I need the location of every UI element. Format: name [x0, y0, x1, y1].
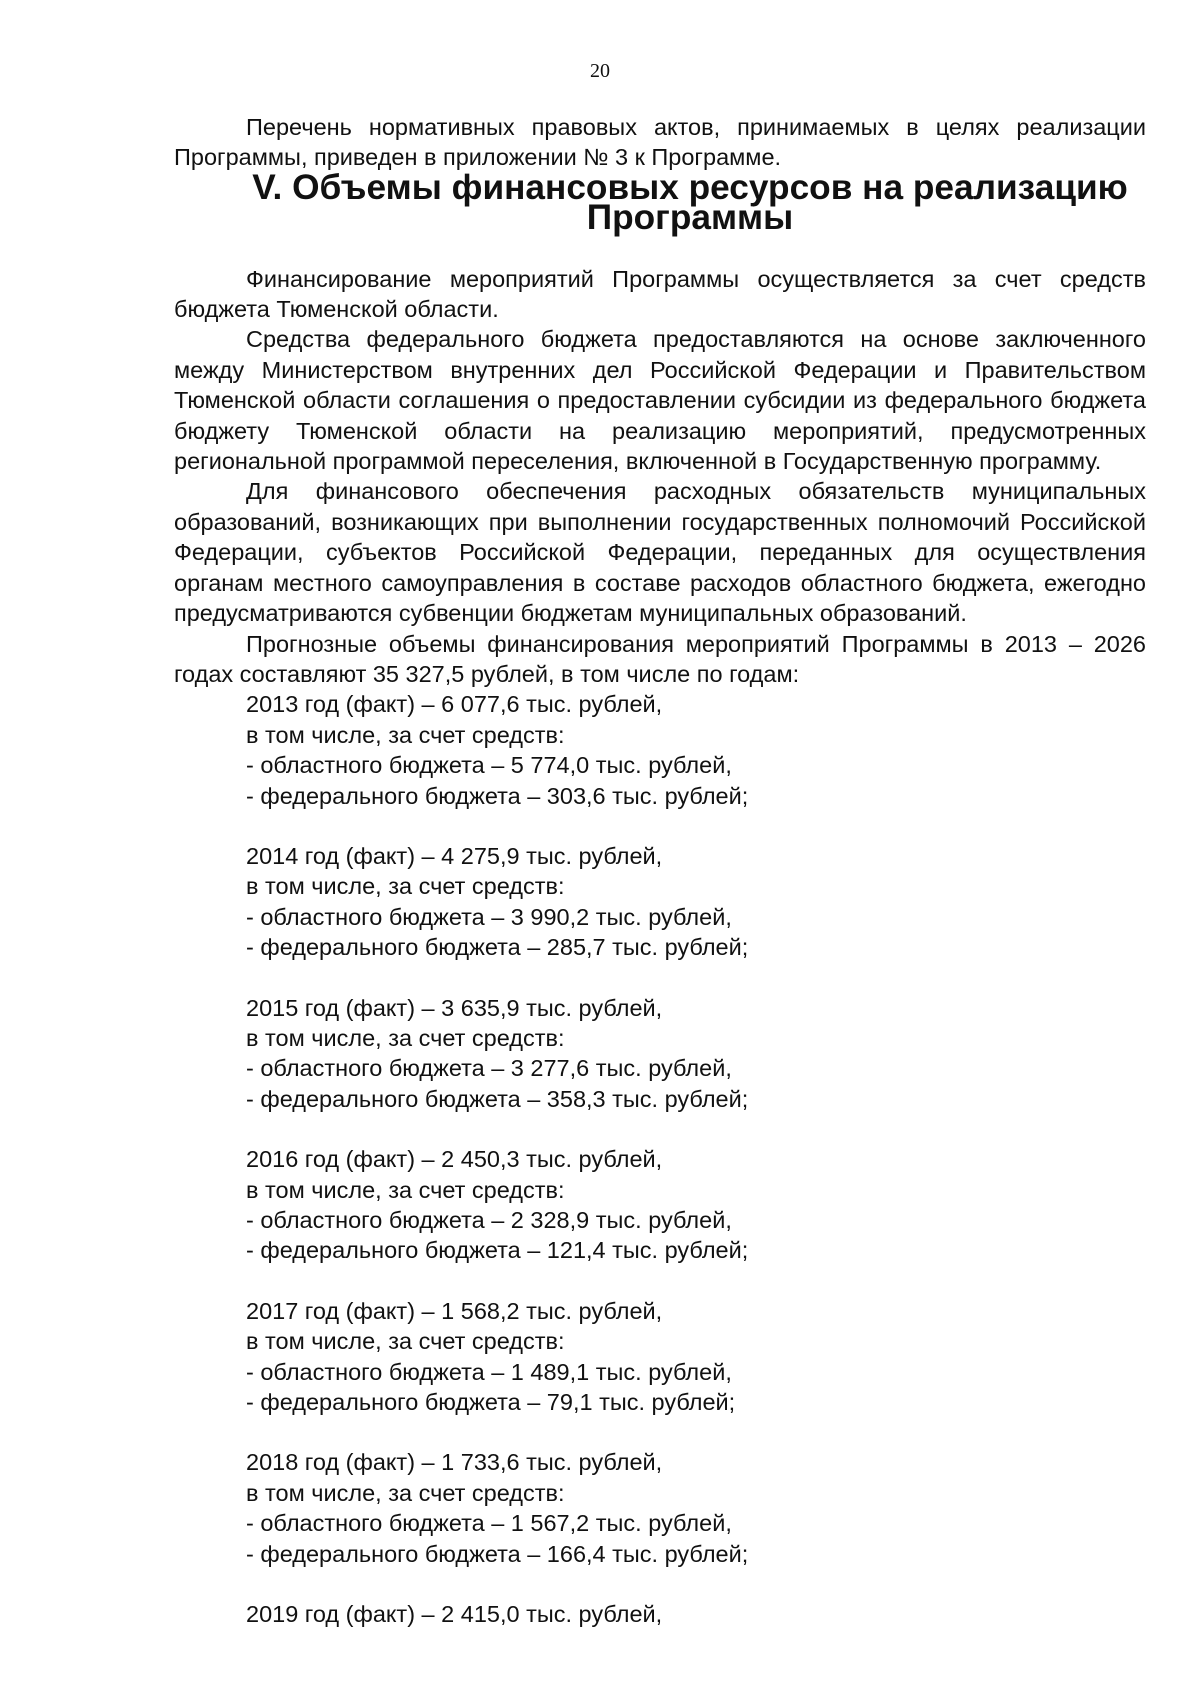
year-regional-budget: - областного бюджета – 5 774,0 тыс. рублей,: [246, 752, 732, 779]
year-including: в том числе, за счет средств:: [246, 721, 565, 748]
year-total: 2014 год (факт) – 4 275,9 тыс. рублей,: [246, 842, 663, 869]
year-federal-budget: - федерального бюджета – 79,1 тыс. рублей;: [246, 1389, 736, 1416]
year-block-2018: [246, 1447, 1146, 1569]
intro-paragraph: Перечень нормативных правовых актов, принимаемых в целях реализации Программы, приведен в приложении № 3 к Программе.: [174, 114, 1146, 171]
year-federal-budget: - федерального бюджета – 358,3 тыс. рублей;: [246, 1085, 749, 1112]
year-including: в том числе, за счет средств:: [246, 1024, 565, 1051]
year-total: 2017 год (факт) – 1 568,2 тыс. рублей,: [246, 1297, 663, 1324]
page-number: 20: [590, 60, 610, 82]
section-title: V. Объемы финансовых ресурсов на реализацию Программы: [252, 167, 1128, 238]
year-block-2013: [246, 689, 1146, 811]
paragraph-financing-source: Финансирование мероприятий Программы осуществляется за счет средств бюджета Тюменской области.: [174, 265, 1146, 323]
year-including: в том числе, за счет средств:: [246, 1479, 565, 1506]
year-total: 2018 год (факт) – 1 733,6 тыс. рублей,: [246, 1449, 663, 1476]
document-body: [174, 112, 1146, 1629]
year-including: в том числе, за счет средств:: [246, 873, 565, 900]
year-block-2015: [246, 993, 1146, 1115]
year-total: 2013 год (факт) – 6 077,6 тыс. рублей,: [246, 691, 663, 718]
year-federal-budget: - федерального бюджета – 121,4 тыс. рублей;: [246, 1237, 749, 1264]
year-regional-budget: - областного бюджета – 1 489,1 тыс. рублей,: [246, 1358, 732, 1385]
paragraph-subventions: Для финансового обеспечения расходных обязательств муниципальных образований, возникающих при выполнении государственных полномочий Российской Федерации, субъектов Российской Федерации, переданных для осуществления органам местного самоуправления в составе расходов областного бюджета, ежегодно предусматриваются субвенции бюджетам муниципальных образований.: [174, 478, 1146, 627]
year-regional-budget: - областного бюджета – 2 328,9 тыс. рублей,: [246, 1207, 732, 1233]
year-total-2019: 2019 год (факт) – 2 415,0 тыс. рублей,: [246, 1601, 663, 1628]
year-total: 2016 год (факт) – 2 450,3 тыс. рублей,: [246, 1146, 663, 1173]
year-block-2016: [246, 1144, 1146, 1266]
year-federal-budget: - федерального бюджета – 303,6 тыс. рублей;: [246, 782, 749, 809]
year-regional-budget: - областного бюджета – 3 990,2 тыс. рублей,: [246, 903, 732, 930]
year-federal-budget: - федерального бюджета – 285,7 тыс. рублей;: [246, 934, 749, 961]
year-block-2017: [246, 1296, 1146, 1418]
year-total: 2015 год (факт) – 3 635,9 тыс. рублей,: [246, 994, 663, 1021]
paragraph-federal-funds: Средства федерального бюджета предоставляются на основе заключенного между Министерством внутренних дел Российской Федерации и Правительством Тюменской области соглашения о предоставлении субсидии из федерального бюджета бюджету Тюменской области на реализацию мероприятий, предусмотренных региональной программой переселения, включенной в Государственную программу.: [174, 326, 1146, 475]
year-regional-budget: - областного бюджета – 1 567,2 тыс. рублей,: [246, 1510, 732, 1537]
year-federal-budget: - федерального бюджета – 166,4 тыс. рублей;: [246, 1540, 749, 1567]
yearly-financing-list: [246, 689, 1146, 1629]
paragraph-forecast-volumes: Прогнозные объемы финансирования мероприятий Программы в 2013 – 2026 годах составляют 35 327,5 рублей, в том числе по годам:: [174, 630, 1146, 687]
year-regional-budget: - областного бюджета – 3 277,6 тыс. рублей,: [246, 1055, 732, 1082]
year-including: в том числе, за счет средств:: [246, 1176, 565, 1203]
year-block-2014: [246, 841, 1146, 963]
year-including: в том числе, за счет средств:: [246, 1328, 565, 1355]
